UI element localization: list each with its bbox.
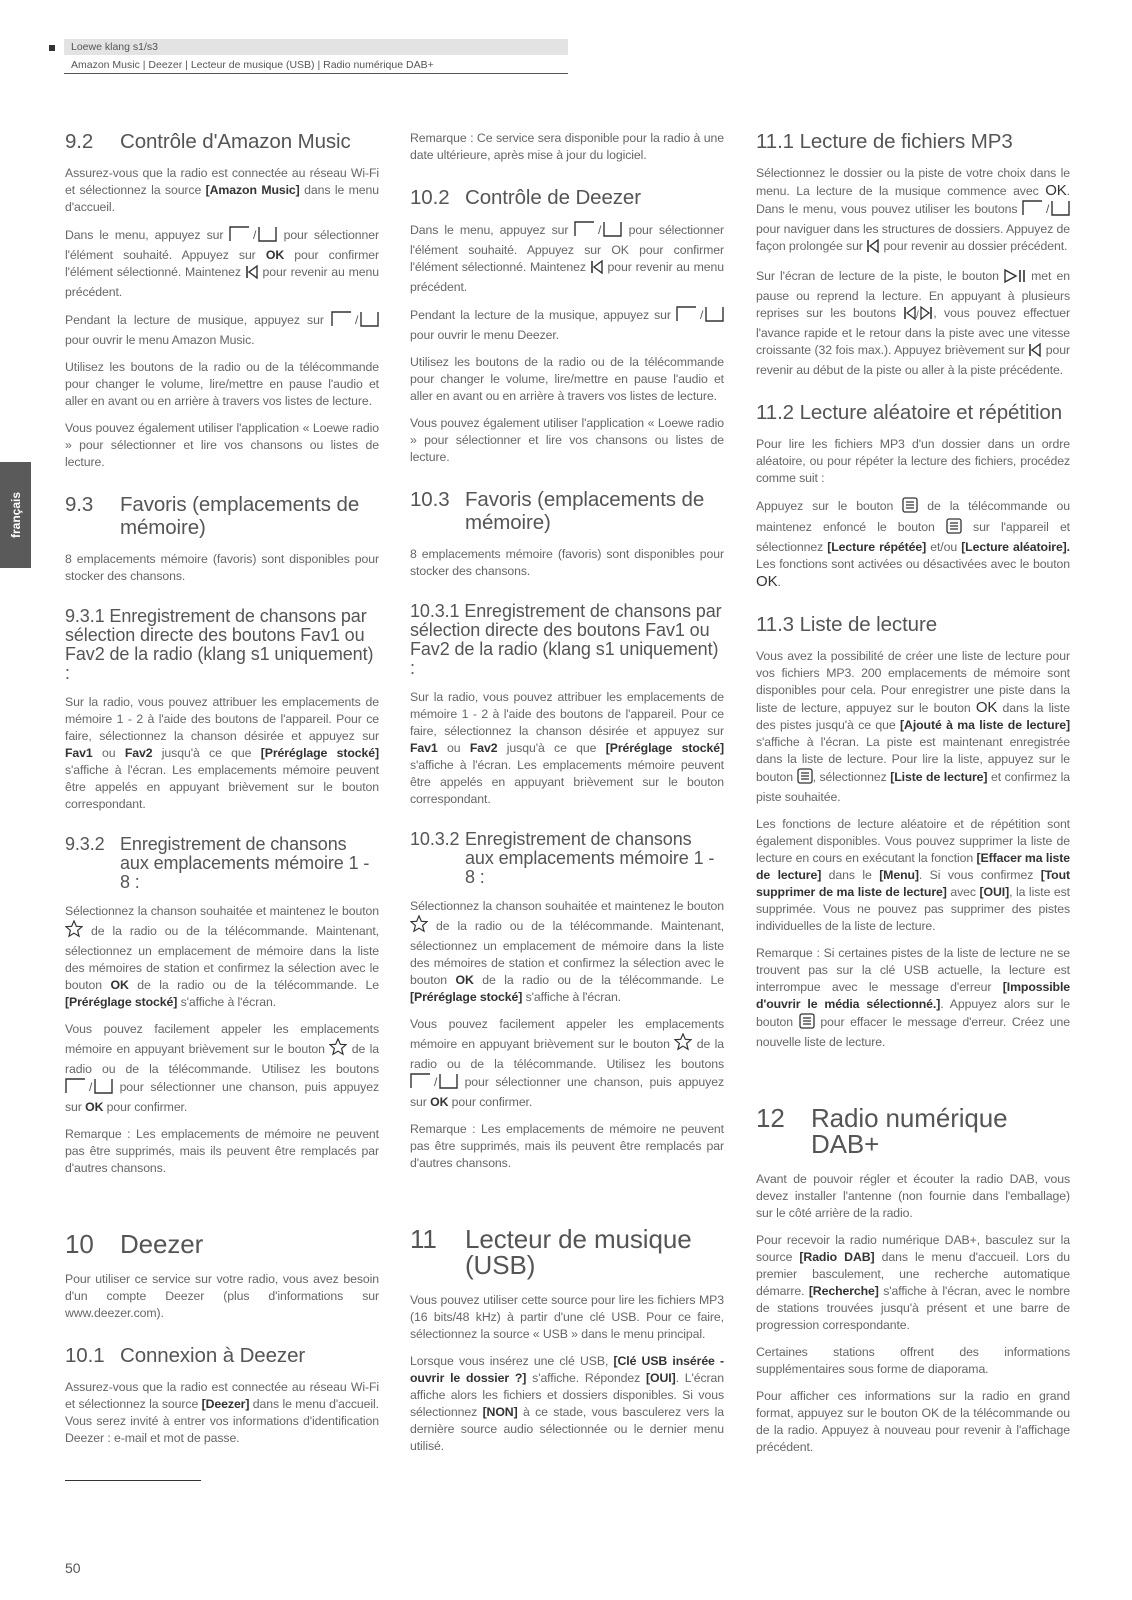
skip-previous-next-icon [903,306,933,325]
up-down-arrow-buttons-icon [676,306,724,327]
section-title: Favoris (emplacements de mémoire) [120,493,360,539]
section-12-heading [756,1105,1070,1157]
paragraph: Remarque : Si certaines pistes de la liste de lecture ne se trouvent pas sur la clé USB actuelle, la lecture est interrompue avec le message d'erreur [Impossible d'ouvrir le média sélectionné.]. Appuyez alors sur le bouton pour effacer le message d'erreur. Créez une nouvelle liste de lecture. [756,946,1071,1049]
page-number: 50 [65,1560,81,1576]
paragraph: Sélectionnez la chanson souhaitée et maintenez le bouton de la radio ou de la télécommande. Maintenant, sélectionnez un emplacement de mémoire dans la liste des mémoires de station et confirmez la sélection avec le bouton OK de la radio ou de la télécommande. Le [Préréglage stocké] s'affiche à l'écran. [65,904,379,1009]
header-product: Loewe klang s1/s3 [71,41,158,53]
paragraph: Vous pouvez facilement appeler les emplacements mémoire en appuyant brièvement sur le bouton de la radio ou de la télécommande. Utilisez les boutons / pour sélectionner une chanson, puis appuyez sur OK pour confirmer. [410,1017,724,1109]
header-rule [64,73,568,74]
paragraph: Remarque : Ce service sera disponible pour la radio à une date ultérieure, après mise à jour du logiciel. [410,131,724,162]
svg-text:/: / [89,1080,93,1094]
paragraph: Dans le menu, appuyez sur / pour sélectionner l'élément souhaité. Appuyez sur OK pour confirmer l'élément sélectionné. Maintenez pour revenir au menu précédent. [65,228,379,299]
paragraph: Pour recevoir la radio numérique DAB+, basculez sur la source [Radio DAB] dans le menu d'accueil. Lors du premier basculement, une recherche automatique démarre. [Recherche] s'affiche à l'écran, avec le nombre de stations trouvées jusqu'à présent et une barre de progression correspondante. [756,1233,1070,1332]
section-number: 10.1 [65,1344,105,1367]
section-number: 9.2 [65,130,94,153]
paragraph: Utilisez les boutons de la radio ou de la télécommande pour changer le volume, lire/mettre en pause l'audio et aller en avant ou en arrière à travers vos listes de lecture. [410,355,724,403]
header-subtitle: Amazon Music | Deezer | Lecteur de musique (USB) | Radio numérique DAB+ [71,59,434,71]
paragraph: 8 emplacements mémoire (favoris) sont disponibles pour stocker des chansons. [65,552,379,583]
paragraph: Pendant la lecture de la musique, appuyez sur / pour ouvrir le menu Deezer. [410,306,724,344]
section-10-3-2-heading [410,830,724,887]
paragraph: Sélectionnez la chanson souhaitée et maintenez le bouton de la radio ou de la télécommande. Maintenant, sélectionnez un emplacement de mémoire dans la liste des mémoires de station et confirmez la sélection avec le bouton OK de la radio ou de la télécommande. Le [Préréglage stocké] s'affiche à l'écran. [410,899,724,1004]
section-10-3-1-heading: 10.3.1 Enregistrement de chansons par sélection directe des boutons Fav1 ou Fav2 de la radio (klang s1 uniquement) : [410,601,722,678]
paragraph: 8 emplacements mémoire (favoris) sont disponibles pour stocker des chansons. [410,547,724,578]
section-11-heading [410,1226,724,1278]
back-skip-icon [1028,343,1042,362]
paragraph: Vous pouvez également utiliser l'application « Loewe radio » pour sélectionner et lire vos chansons ou listes de lecture. [410,416,724,464]
column-left [65,130,379,1457]
paragraph: Sur la radio, vous pouvez attribuer les emplacements de mémoire 1 - 2 à l'aide des boutons de l'appareil. Pour ce faire, sélectionnez la chanson désirée et appuyez sur Fav1 ou Fav2 jusqu'à ce que [Préréglage stocké] s'affiche à l'écran. Les emplacements mémoire peuvent être appelés en appuyant brièvement sur le bouton correspondant. [65,695,379,811]
language-tab-label: français [8,491,23,539]
up-down-arrow-buttons-icon [1022,200,1070,221]
section-number: 9.3 [65,493,94,516]
paragraph: Lorsque vous insérez une clé USB, [Clé USB insérée - ouvrir le dossier ?] s'affiche. Répondez [OUI]. L'écran affiche alors les fichiers et dossiers disponibles. Si vous sélectionnez [NON] à ce stade, vous basculerez vers la dernière source audio sélectionnée ou le dernier menu utilisé. [410,1354,725,1453]
section-title: Favoris (emplacements de mémoire) [465,488,705,534]
paragraph: Vous pouvez également utiliser l'application « Loewe radio » pour sélectionner et lire vos chansons ou listes de lecture. [65,421,379,469]
paragraph: Remarque : Les emplacements de mémoire ne peuvent pas être supprimés, mais ils peuvent être remplacés par d'autres chansons. [410,1122,724,1170]
paragraph: Les fonctions de lecture aléatoire et de répétition sont également disponibles. Vous pouvez supprimer la liste de lecture en cours en exécutant la fonction [Effacer ma liste de lecture] dans le [Menu]. Si vous confirmez [Tout supprimer de ma liste de lecture] avec [OUI], la liste est supprimée. Vous ne pouvez pas supprimer des pistes individuelles de la liste de lecture. [756,817,1070,933]
paragraph: Vous pouvez utiliser cette source pour lire les fichiers MP3 (16 bits/48 kHz) à partir d'une clé USB. Pour ce faire, sélectionnez la source « USB » dans le menu principal. [410,1293,724,1341]
back-skip-icon [245,265,259,284]
paragraph: Assurez-vous que la radio est connectée au réseau Wi-Fi et sélectionnez la source [Deezer] dans le menu d'accueil. Vous serez invité à entrer vos informations d'identification Deezer : e-mail et mot de passe. [65,1380,379,1445]
section-number: 11 [410,1224,437,1254]
up-down-arrow-buttons-icon [65,1078,113,1099]
paragraph: Pour afficher ces informations sur la radio en grand format, appuyez sur le bouton OK de la télécommande ou de la radio. Appuyez à nouveau pour revenir à l'affichage précédent. [756,1389,1070,1454]
section-9-3-2-heading [65,835,379,892]
paragraph: Sélectionnez le dossier ou la piste de votre choix dans le menu. La lecture de la musique commence avec OK. Dans le menu, vous pouvez utiliser les boutons / pour naviguer dans les structures de dossiers. Appuyez de façon prolongée sur pour revenir au dossier précédent. [756,165,1070,258]
footnote-rule [65,1480,201,1481]
section-9-3-heading [65,493,379,539]
svg-text:/: / [253,228,257,242]
language-tab [0,462,31,568]
section-title: Enregistrement de chansons aux emplacements mémoire 1 - 8 : [120,834,370,892]
paragraph: Avant de pouvoir régler et écouter la radio DAB, vous devez installer l'antenne (non fournie dans l'emballage) sur le côté arrière de la radio. [756,1172,1070,1220]
paragraph: Sur la radio, vous pouvez attribuer les emplacements de mémoire 1 - 2 à l'aide des boutons de l'appareil. Pour ce faire, sélectionnez la chanson désirée et appuyez sur Fav1 ou Fav2 jusqu'à ce que [Préréglage stocké] s'affiche à l'écran. Les emplacements mémoire peuvent être appelés en appuyant brièvement sur le bouton correspondant. [410,690,724,806]
section-10-3-heading [410,488,724,534]
svg-text:/: / [700,308,704,322]
paragraph: Vous pouvez facilement appeler les emplacements mémoire en appuyant brièvement sur le bouton de la radio ou de la télécommande. Utilisez les boutons / pour sélectionner une chanson, puis appuyez sur OK pour confirmer. [65,1022,379,1114]
paragraph: Assurez-vous que la radio est connectée au réseau Wi-Fi et sélectionnez la source [Amazon Music] dans le menu d'accueil. [65,166,379,214]
svg-text:/: / [1046,202,1050,216]
paragraph: Pour utiliser ce service sur votre radio, vous avez besoin d'un compte Deezer (plus d'informations sur www.deezer.com). [65,1272,379,1320]
paragraph: Pour lire les fichiers MP3 d'un dossier dans un ordre aléatoire, ou pour répéter la lecture des fichiers, procédez comme suit : [756,437,1070,485]
section-title: Lecteur de musique (USB) [465,1224,692,1280]
paragraph: Appuyez sur le bouton de la télécommande ou maintenez enfoncé le bouton sur l'appareil et sélectionnez [Lecture répétée] et/ou [Lecture aléatoire]. Les fonctions sont activées ou désactivées avec le bouton OK. [756,499,1070,590]
star-icon [329,1038,347,1061]
section-title: Deezer [120,1229,204,1259]
section-number: 10.2 [410,186,450,209]
svg-text:/: / [916,310,920,320]
paragraph: Remarque : Les emplacements de mémoire ne peuvent pas être supprimés, mais ils peuvent être remplacés par d'autres chansons. [65,1127,379,1175]
menu-list-icon [946,518,962,539]
section-10-1-heading [65,1344,379,1367]
section-title: Radio numérique DAB+ [811,1103,1008,1159]
svg-text:/: / [598,223,602,237]
section-number: 10.3 [410,488,450,511]
section-9-2-heading [65,130,379,153]
header-bar [64,39,568,55]
star-icon [674,1033,692,1056]
menu-list-icon [799,1013,815,1034]
paragraph: Certaines stations offrent des informations supplémentaires sous forme de diaporama. [756,1345,1070,1376]
section-title: Contrôle d'Amazon Music [120,130,351,153]
up-down-arrow-buttons-icon [229,226,277,247]
back-skip-icon [866,239,880,258]
section-number: 9.3.2 [65,834,105,854]
column-middle [410,130,724,1465]
column-right [756,130,1070,1466]
section-title: Enregistrement de chansons aux emplacements mémoire 1 - 8 : [465,829,715,887]
section-number: 10 [65,1229,94,1259]
paragraph: Sur l'écran de lecture de la piste, le bouton met en pause ou reprend la lecture. En appuyant à plusieurs reprises sur les boutons / , vous pouvez effectuer l'avance rapide et le retour dans la piste avec une vitesse croissante (32 fois max.). Appuyez brièvement sur pour revenir au début de la piste ou aller à la piste précédente. [756,269,1071,377]
menu-list-icon [902,497,918,518]
section-10-heading [65,1231,379,1257]
back-skip-icon [590,260,604,279]
header-bullet [49,45,55,51]
star-icon [65,920,83,943]
play-pause-icon [1004,269,1026,288]
paragraph: Dans le menu, appuyez sur / pour sélectionner l'élément souhaité. Appuyez sur OK pour confirmer l'élément sélectionné. Maintenez pour revenir au menu précédent. [410,223,724,294]
svg-text:/: / [355,313,359,327]
paragraph: Pendant la lecture de musique, appuyez sur / pour ouvrir le menu Amazon Music. [65,311,379,349]
section-11-3-heading: 11.3 Liste de lecture [756,613,937,636]
section-11-2-heading: 11.2 Lecture aléatoire et répétition [756,401,1063,424]
section-9-3-1-heading: 9.3.1 Enregistrement de chansons par sélection directe des boutons Fav1 ou Fav2 de la radio (klang s1 uniquement) : [65,606,374,683]
up-down-arrow-buttons-icon [574,221,622,242]
paragraph: Vous avez la possibilité de créer une liste de lecture pour vos fichiers MP3. 200 emplacements de mémoire sont disponibles pour cela. Pour enregistrer une piste dans la liste de lecture, appuyez sur le bouton OK dans la liste des pistes jusqu'à ce que [Ajouté à ma liste de lecture] s'affiche à l'écran. La piste est maintenant enregistrée dans la liste de lecture. Pour lire la liste, appuyez sur le bouton , sélectionnez [Liste de lecture] et confirmez la piste souhaitée. [756,649,1071,804]
section-number: 10.3.2 [410,829,460,849]
menu-list-icon [797,768,813,789]
section-11-1-heading: 11.1 Lecture de fichiers MP3 [756,130,1013,153]
section-title: Contrôle de Deezer [465,186,641,209]
paragraph: Utilisez les boutons de la radio ou de la télécommande pour changer le volume, lire/mettre en pause l'audio et aller en avant ou en arrière à travers vos listes de lecture. [65,360,379,408]
star-icon [410,915,428,938]
section-number: 12 [756,1103,785,1133]
up-down-arrow-buttons-icon [331,311,379,332]
svg-text:/: / [434,1075,438,1089]
section-10-2-heading [410,186,724,209]
up-down-arrow-buttons-icon [410,1073,458,1094]
section-title: Connexion à Deezer [120,1344,306,1367]
